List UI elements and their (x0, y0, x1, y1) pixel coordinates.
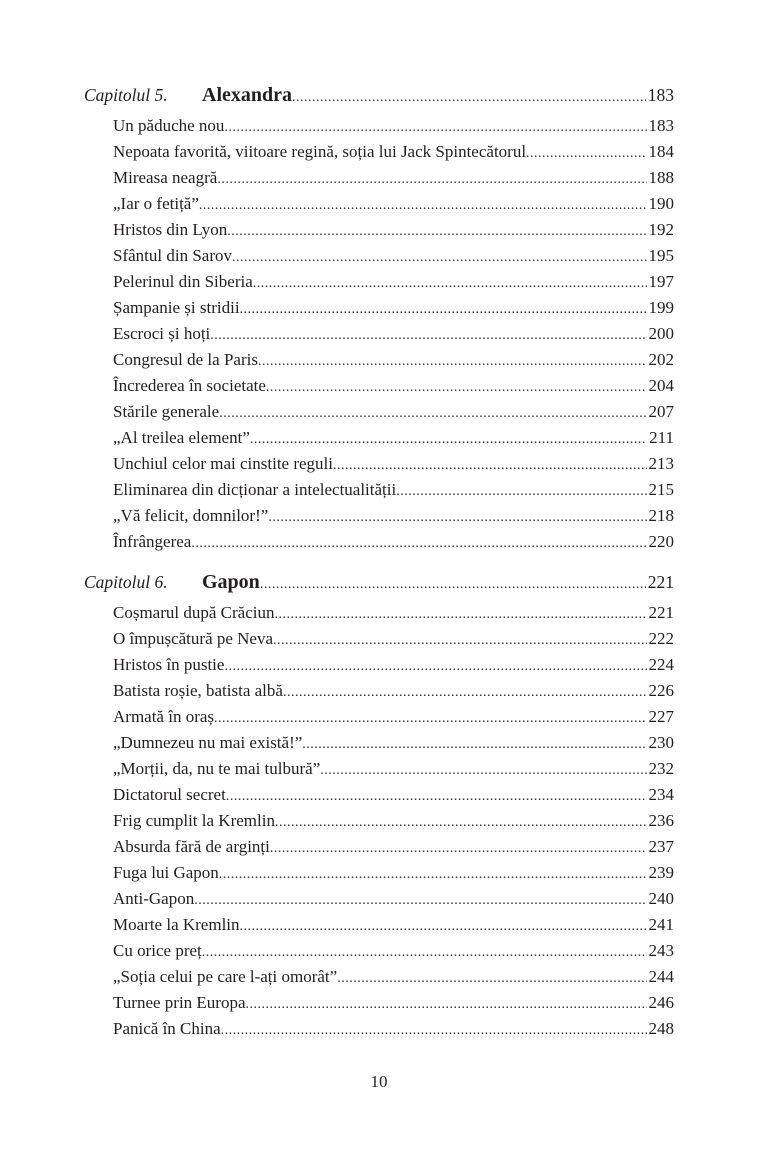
toc-entry[interactable] (113, 678, 674, 704)
toc-entry[interactable] (113, 529, 674, 555)
toc-entry[interactable] (113, 834, 674, 860)
entry-title: Nepoata favorită, viitoare regină, soția lui Jack Spintecătorul (113, 142, 527, 161)
entry-title: „Morții, da, nu te mai tulbură” (113, 759, 321, 778)
toc-entry[interactable] (113, 399, 674, 425)
entry-title: Coșmarul după Crăciun (113, 603, 275, 622)
entry-title: Moarte la Kremlin (113, 915, 240, 934)
toc-entry[interactable] (113, 217, 674, 243)
toc-entry[interactable] (113, 477, 674, 503)
entry-page: 220 (648, 532, 674, 551)
entry-page: 184 (648, 142, 674, 161)
entry-page: 195 (648, 246, 674, 265)
chapter-page: 221 (647, 572, 674, 592)
entry-title: Hristos din Lyon (113, 220, 228, 239)
entry-page: 230 (648, 733, 674, 752)
entry-title: Pelerinul din Siberia (113, 272, 253, 291)
dot-leader (246, 992, 647, 1018)
dot-leader (283, 680, 647, 706)
toc-entry[interactable] (113, 730, 674, 756)
entry-page: 199 (648, 298, 674, 317)
entry-page: 204 (648, 376, 674, 395)
toc-entry[interactable] (113, 373, 674, 399)
toc-entry[interactable] (113, 782, 674, 808)
toc-entry[interactable] (113, 347, 674, 373)
entry-page: 234 (648, 785, 674, 804)
dot-leader (227, 219, 646, 245)
dot-leader (253, 271, 647, 297)
entry-page: 197 (648, 272, 674, 291)
entry-page: 236 (648, 811, 674, 830)
entry-title: Înfrângerea (113, 532, 192, 551)
dot-leader (210, 323, 646, 349)
toc-entry[interactable] (113, 964, 674, 990)
toc-entry[interactable] (113, 1016, 674, 1042)
toc-entry[interactable] (113, 451, 674, 477)
toc-entry[interactable] (113, 600, 674, 626)
entry-title: Absurda fără de arginți (113, 837, 270, 856)
page-number: 10 (370, 1072, 388, 1091)
dot-leader (268, 505, 646, 531)
entry-list (113, 113, 674, 555)
toc-entry[interactable] (113, 990, 674, 1016)
entry-title: „Al treilea element” (113, 428, 250, 447)
entry-page: 248 (648, 1019, 674, 1038)
dot-leader (224, 654, 646, 680)
entry-title: Anti-Gapon (113, 889, 195, 908)
toc-entry[interactable] (113, 756, 674, 782)
entry-list (113, 600, 674, 1042)
toc-entry[interactable] (113, 139, 674, 165)
entry-title: Sfântul din Sarov (113, 246, 232, 265)
chapter-label: Capitolul 6. (84, 572, 168, 592)
chapter-title: Gapon (202, 571, 260, 593)
entry-title: Escroci și hoți (113, 324, 211, 343)
entry-page: 200 (648, 324, 674, 343)
dot-leader (302, 732, 646, 758)
dot-leader (266, 375, 647, 401)
toc-entry[interactable] (113, 269, 674, 295)
toc-entry[interactable] (113, 113, 674, 139)
dot-leader (258, 349, 647, 375)
toc-entry[interactable] (113, 321, 674, 347)
dot-leader (191, 531, 646, 557)
entry-page: 246 (648, 993, 674, 1012)
entry-page: 239 (648, 863, 674, 882)
dot-leader (270, 836, 647, 862)
entry-title: Șampanie și stridii (113, 298, 240, 317)
chapter-page: 183 (647, 85, 674, 105)
toc-entry[interactable] (113, 425, 674, 451)
entry-title: Un păduche nou (113, 116, 225, 135)
entry-page: 227 (648, 707, 674, 726)
dot-leader (219, 401, 646, 427)
entry-page: 237 (648, 837, 674, 856)
entry-page: 183 (648, 116, 674, 135)
entry-title: Panică în China (113, 1019, 221, 1038)
dot-leader (217, 167, 646, 193)
entry-page: 226 (648, 681, 674, 700)
dot-leader (199, 193, 647, 219)
entry-page: 211 (649, 428, 674, 447)
chapter-heading[interactable] (84, 569, 674, 595)
entry-title: O împușcătură pe Neva (113, 629, 274, 648)
toc-entry[interactable] (113, 295, 674, 321)
entry-page: 192 (648, 220, 674, 239)
toc-entry[interactable] (113, 808, 674, 834)
chapter-section (84, 82, 674, 555)
entry-page: 241 (648, 915, 674, 934)
entry-title: Eliminarea din dicționar a intelectualității (113, 480, 397, 499)
entry-title: „Soția celui pe care l-ați omorât” (113, 967, 338, 986)
entry-page: 243 (648, 941, 674, 960)
dot-leader (224, 115, 646, 141)
entry-title: Batista roșie, batista albă (113, 681, 283, 700)
entry-page: 244 (648, 967, 674, 986)
dot-leader (273, 628, 646, 654)
dot-leader (250, 427, 647, 453)
dot-leader (260, 572, 646, 598)
chapter-label: Capitolul 5. (84, 85, 168, 105)
dot-leader (292, 85, 646, 111)
toc-entry[interactable] (113, 626, 674, 652)
table-of-contents (84, 82, 674, 1042)
entry-page: 207 (648, 402, 674, 421)
toc-entry[interactable] (113, 503, 674, 529)
entry-page: 188 (648, 168, 674, 187)
toc-entry[interactable] (113, 652, 674, 678)
dot-leader (240, 914, 647, 940)
dot-leader (275, 810, 647, 836)
dot-leader (274, 602, 646, 628)
dot-leader (214, 706, 646, 732)
entry-page: 240 (648, 889, 674, 908)
dot-leader (526, 141, 646, 167)
dot-leader (320, 758, 646, 784)
dot-leader (219, 862, 647, 888)
dot-leader (221, 1018, 647, 1044)
entry-title: Stările generale (113, 402, 220, 421)
toc-entry[interactable] (113, 912, 674, 938)
entry-page: 218 (648, 506, 674, 525)
toc-entry[interactable] (113, 165, 674, 191)
toc-entry[interactable] (113, 886, 674, 912)
dot-leader (226, 784, 647, 810)
entry-page: 202 (648, 350, 674, 369)
toc-entry[interactable] (113, 860, 674, 886)
entry-page: 224 (648, 655, 674, 674)
toc-entry[interactable] (113, 938, 674, 964)
chapter-heading[interactable] (84, 82, 674, 108)
entry-page: 190 (648, 194, 674, 213)
entry-title: „Iar o fetiță” (113, 194, 199, 213)
dot-leader (202, 940, 647, 966)
toc-entry[interactable] (113, 704, 674, 730)
toc-entry[interactable] (113, 191, 674, 217)
entry-title: Mireasa neagră (113, 168, 218, 187)
dot-leader (240, 297, 647, 323)
entry-title: Cu orice preț (113, 941, 202, 960)
chapter-section (84, 569, 674, 1042)
entry-page: 232 (648, 759, 674, 778)
entry-title: Încrederea în societate (113, 376, 266, 395)
entry-page: 222 (648, 629, 674, 648)
dot-leader (232, 245, 647, 271)
entry-title: „Vă felicit, domnilor!” (113, 506, 269, 525)
entry-title: Fuga lui Gapon (113, 863, 219, 882)
chapter-title: Alexandra (202, 84, 292, 106)
entry-title: „Dumnezeu nu mai există!” (113, 733, 303, 752)
entry-page: 221 (648, 603, 674, 622)
entry-page: 213 (648, 454, 674, 473)
entry-title: Hristos în pustie (113, 655, 225, 674)
dot-leader (194, 888, 646, 914)
entry-title: Armată în oraș (113, 707, 215, 726)
toc-entry[interactable] (113, 243, 674, 269)
dot-leader (333, 453, 647, 479)
dot-leader (337, 966, 646, 992)
entry-title: Turnee prin Europa (113, 993, 246, 1012)
entry-title: Unchiul celor mai cinstite reguli (113, 454, 333, 473)
entry-title: Congresul de la Paris (113, 350, 258, 369)
entry-title: Frig cumplit la Kremlin (113, 811, 275, 830)
entry-page: 215 (648, 480, 674, 499)
entry-title: Dictatorul secret (113, 785, 226, 804)
dot-leader (396, 479, 646, 505)
